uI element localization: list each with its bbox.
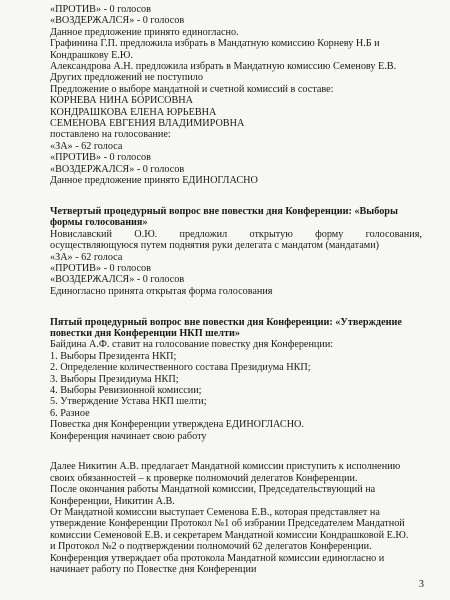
text-line: Данное предложение принято единогласно. [50, 26, 239, 38]
text-line: «ВОЗДЕРЖАЛСЯ» - 0 голосов [50, 274, 185, 286]
text-line: «ПРОТИВ» - 0 голосов [50, 262, 151, 274]
text-line: утверждение Конференции Протокол №1 об избрании Председателем Мандатной [50, 518, 405, 530]
spacer [50, 198, 422, 206]
text-line: «ЗА» - 62 голоса [50, 251, 123, 263]
text-line: «ПРОТИВ» - 0 голосов [50, 152, 151, 164]
spacer [50, 297, 422, 308]
word: голосования, [365, 228, 422, 240]
text-line: своих обязанностей – к проверке полномочий делегатов Конференции. [50, 472, 358, 484]
text-line: Конференция утверждает оба протокола Мандатной комиссии единогласно и [50, 552, 385, 564]
text-line: «ПРОТИВ» - 0 голосов [50, 4, 151, 15]
section-5 [50, 317, 422, 442]
text-line: Предложение о выборе мандатной и счетной комиссий в составе: [50, 83, 334, 95]
block-6 [50, 461, 422, 575]
text-line: «ВОЗДЕРЖАЛСЯ» - 0 голосов [50, 15, 185, 27]
text-line: Александрова А.Н. предложила избрать в Мандатную комиссию Семенову Е.В. [50, 61, 397, 73]
text-line: комиссии Семеновой Е.В. и секретарем Мандатной комиссии Кондрашковой Е.Ю. [50, 529, 409, 541]
text-line: Конференция начинает свою работу [50, 430, 207, 442]
spacer [50, 453, 422, 461]
text-line: КОРНЕВА НИНА БОРИСОВНА [50, 95, 193, 107]
spacer [50, 309, 422, 317]
section-4 [50, 206, 422, 297]
text-line: поставлено на голосование: [50, 129, 171, 141]
agenda-item: 2. Определение количественного состава Президиума НКП; [50, 362, 311, 374]
agenda-item: 1. Выборы Президента НКП; [50, 350, 177, 362]
text-line: Байдина А.Ф. ставит на голосование повестку дня Конференции: [50, 339, 334, 351]
text-line: начинает работу по Повестке дня Конференции [50, 564, 257, 576]
text-line: Конференции, Никитин А.В. [50, 495, 175, 507]
text-line: КОНДРАШКОВА ЕЛЕНА ЮРЬЕВНА [50, 106, 217, 118]
text-line: и Протокол №2 о подтверждении полномочий 62 делегатов Конференции. [50, 541, 372, 553]
text-line: «ЗА» - 62 голоса [50, 140, 123, 152]
spacer [50, 187, 422, 198]
text-line: Единогласно принята открытая форма голосования [50, 285, 273, 297]
justified-line [50, 229, 422, 240]
page-number: 3 [418, 579, 424, 590]
text-line: «ВОЗДЕРЖАЛСЯ» - 0 голосов [50, 163, 185, 175]
word: Новиславский [50, 228, 112, 240]
agenda-item: 5. Утверждение Устава НКП шелти; [50, 396, 207, 408]
text-line: Данное предложение принято ЕДИНОГЛАСНО [50, 175, 258, 187]
voting-block-1 [50, 4, 422, 187]
section-heading: повестки дня Конференции НКП шелти» [50, 327, 240, 339]
word: О.Ю. [134, 228, 158, 240]
text-line: Повестка дня Конференции утверждена ЕДИНОГЛАСНО. [50, 419, 304, 431]
document-page [50, 0, 422, 575]
text-line: После окончания работы Мандатной комиссии, Председательствующий на [50, 484, 376, 496]
word: предложил [179, 228, 228, 240]
agenda-item: 3. Выборы Президиума НКП; [50, 373, 179, 385]
text-line: Кондрашкову Е.Ю. [50, 49, 133, 61]
section-heading: Четвертый процедурный вопрос вне повестки дня Конференции: «Выборы [50, 205, 398, 217]
section-heading: Пятый процедурный вопрос вне повестки дня Конференции: «Утверждение [50, 316, 402, 328]
spacer [50, 442, 422, 453]
text-line: Далее Никитин А.В. предлагает Мандатной комиссии приступить к исполнению [50, 461, 401, 473]
text-line: От Мандатной комиссии выступает Семенова Е.В., которая представляет на [50, 507, 380, 519]
agenda-item: 6. Разное [50, 407, 90, 419]
word: форму [315, 228, 344, 240]
word: открытую [249, 228, 293, 240]
text-line: Графинина Г.П. предложила избрать в Мандатную комиссию Корневу Н.Б и [50, 38, 380, 50]
text-line: СЕМЕНОВА ЕВГЕНИЯ ВЛАДИМИРОВНА [50, 118, 245, 130]
text-line: Других предложений не поступило [50, 72, 203, 84]
text-line: осуществляющуюся путем поднятия руки делегата с мандатом (мандатами) [50, 240, 380, 252]
agenda-item: 4. Выборы Ревизионной комиссии; [50, 384, 202, 396]
section-heading: формы голосования» [50, 217, 148, 229]
